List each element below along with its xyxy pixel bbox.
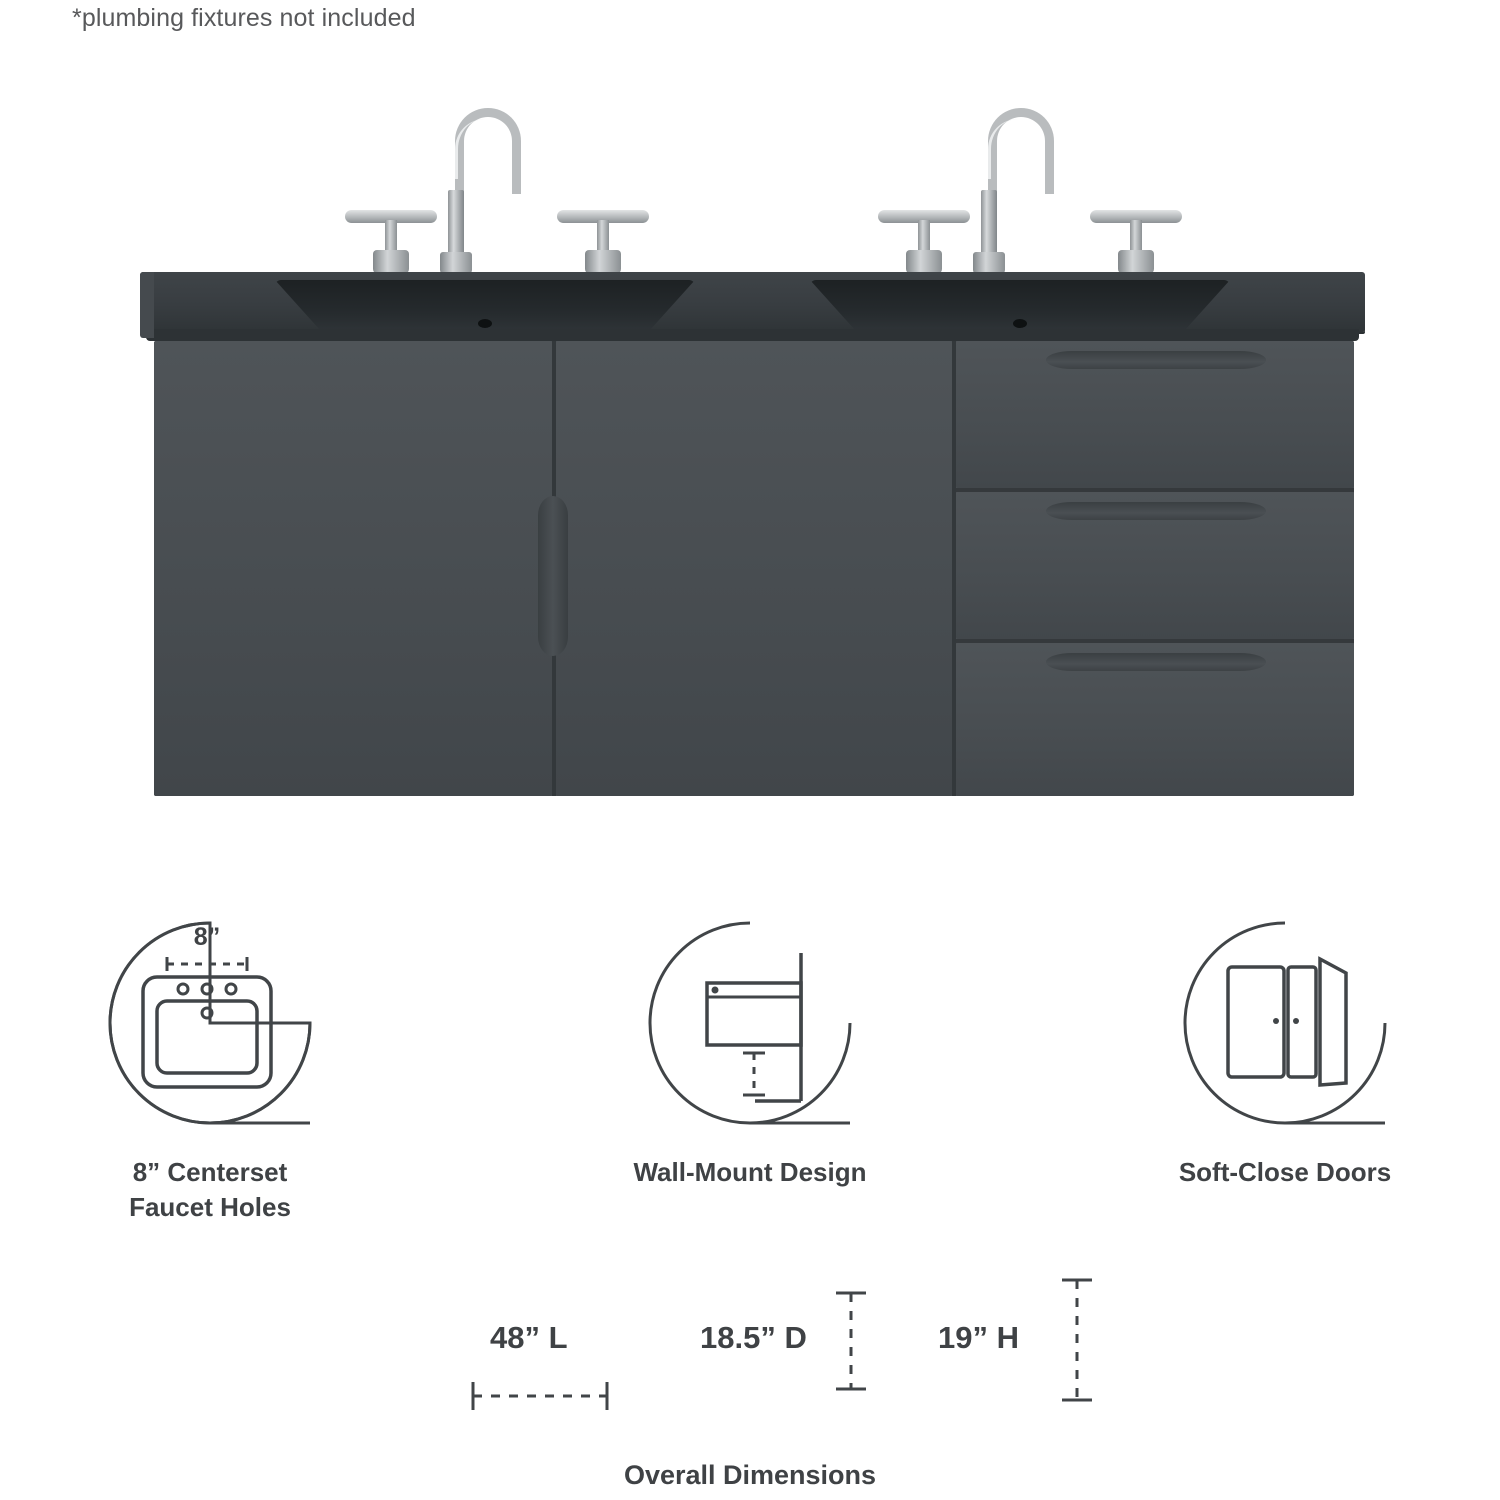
sink-basin-right [810, 280, 1230, 336]
wall-mount-icon [635, 905, 865, 1145]
cabinet-door-left [154, 341, 552, 796]
cabinet-door-right [556, 341, 952, 796]
drawer-top [956, 341, 1354, 488]
soft-close-doors-icon [1170, 905, 1400, 1145]
countertop-edge [146, 329, 1359, 341]
feature-soft-close [1075, 905, 1495, 1190]
overall-dimensions [0, 1320, 1500, 1500]
dimension-depth [700, 1320, 807, 1356]
disclaimer-text: *plumbing fixtures not included [72, 4, 416, 32]
dimension-depth-label: 18.5” D [700, 1320, 807, 1355]
depth-arrow-icon [826, 1285, 876, 1405]
door-handle-icon [538, 496, 568, 656]
feature-caption [1075, 1155, 1495, 1190]
length-arrow-icon [465, 1372, 615, 1422]
height-arrow-icon [1052, 1272, 1102, 1412]
vanity-cabinet [154, 341, 1354, 796]
faucet-handle-left-hot [557, 202, 649, 274]
feature-faucet-holes [0, 905, 420, 1225]
drawer-middle [956, 492, 1354, 639]
faucet-left [335, 90, 635, 286]
feature-caption-line1: Soft-Close Doors [1178, 1157, 1392, 1187]
drawer-pull-icon [1046, 351, 1266, 369]
faucet-handle-right-hot [1090, 202, 1182, 274]
drawer-stack [956, 341, 1354, 796]
feature-list [0, 905, 1500, 1295]
faucet-handle-left-cold [345, 202, 437, 274]
feature-caption-line1: 8” Centerset [132, 1157, 288, 1187]
faucet-spout-left-icon [455, 108, 521, 194]
feature-caption-line1: Wall-Mount Design [633, 1157, 867, 1187]
dimension-height [938, 1320, 1019, 1356]
dimension-length-label: 48” L [490, 1320, 568, 1355]
sink-basin-left [275, 280, 695, 336]
drain-left-icon [478, 319, 492, 328]
faucet-spout-right-icon [988, 108, 1054, 194]
dimension-length [490, 1320, 568, 1356]
countertop-left-edge [140, 272, 154, 338]
faucet-right [868, 90, 1168, 286]
drawer-bottom [956, 643, 1354, 796]
feature-wall-mount [540, 905, 960, 1190]
dimension-height-label: 19” H [938, 1320, 1019, 1355]
drawer-pull-icon [1046, 653, 1266, 671]
faucet-handle-right-cold [878, 202, 970, 274]
feature-caption-line2: Faucet Holes [129, 1192, 291, 1223]
faucet-holes-icon [95, 905, 325, 1145]
product-illustration [140, 90, 1365, 820]
drawer-pull-icon [1046, 502, 1266, 520]
feature-caption [540, 1155, 960, 1190]
dimensions-caption: Overall Dimensions [623, 1460, 877, 1490]
feature-caption [0, 1155, 420, 1225]
drain-right-icon [1013, 319, 1027, 328]
faucet-hole-measure: 8” [193, 923, 221, 951]
